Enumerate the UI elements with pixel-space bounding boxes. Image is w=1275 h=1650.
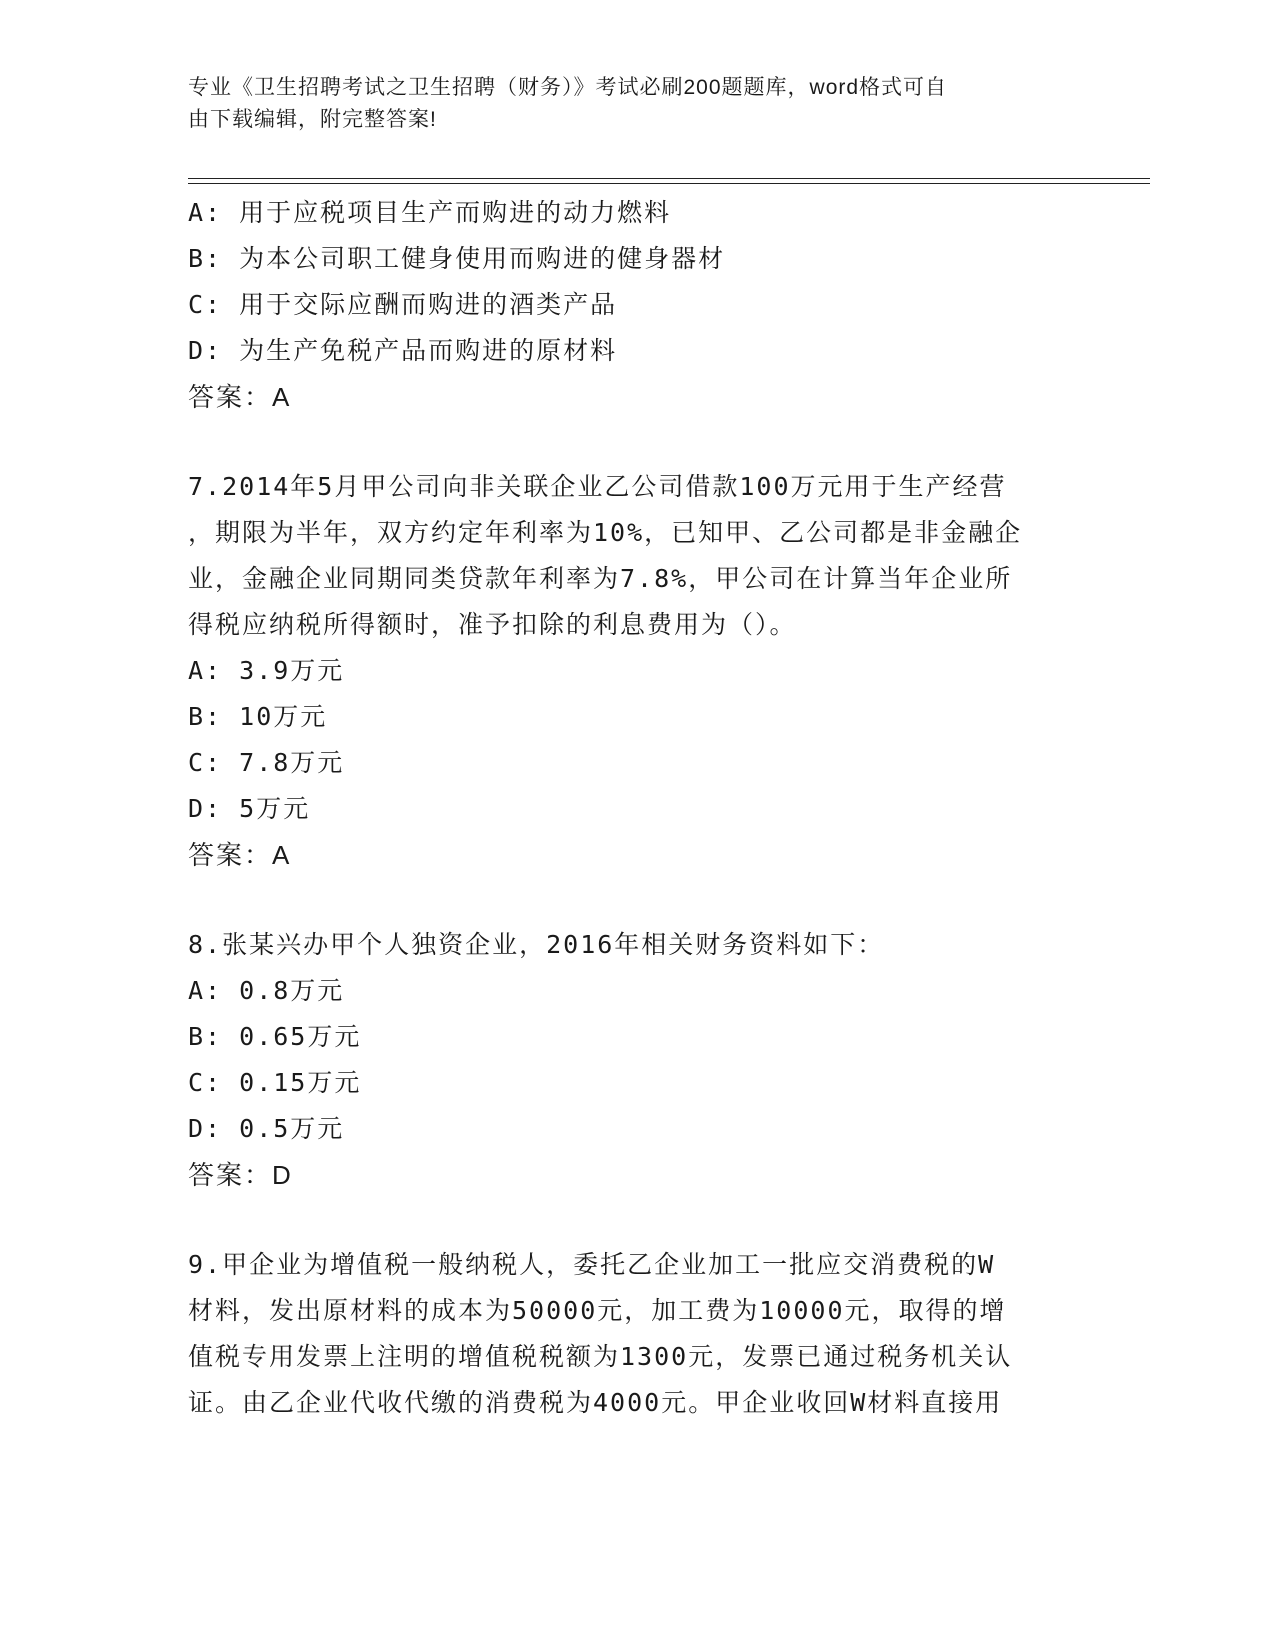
spacer (188, 420, 1088, 464)
answer: 答案：A (188, 382, 292, 412)
question-text-line: 7.2014年5月甲公司向非关联企业乙公司借款100万元用于生产经营 (188, 472, 1007, 501)
option-d: D: 为生产免税产品而购进的原材料 (188, 336, 618, 365)
question-text (188, 1242, 1088, 1426)
option-c: C: 0.15万元 (188, 1068, 362, 1097)
question-6 (188, 190, 1088, 420)
answer: 答案：D (188, 1160, 293, 1190)
question-text-line: 证。由乙企业代收代缴的消费税为4000元。甲企业收回W材料直接用 (188, 1388, 1003, 1417)
question-text-line: 业，金融企业同期同类贷款年利率为7.8%，甲公司在计算当年企业所 (188, 564, 1013, 593)
question-text-line: 材料，发出原材料的成本为50000元，加工费为10000元，取得的增 (188, 1296, 1007, 1325)
option-d: D: 5万元 (188, 794, 311, 823)
question-list (188, 190, 1088, 1426)
option-b: B: 为本公司职工健身使用而购进的健身器材 (188, 244, 726, 273)
option-b: B: 10万元 (188, 702, 328, 731)
question-text (188, 464, 1088, 648)
option-b: B: 0.65万元 (188, 1022, 362, 1051)
option-c: C: 用于交际应酬而购进的酒类产品 (188, 290, 618, 319)
option-c: C: 7.8万元 (188, 748, 345, 777)
question-text-line: 得税应纳税所得额时，准予扣除的利息费用为（）。 (188, 610, 797, 639)
question-text-line: 8.张某兴办甲个人独资企业，2016年相关财务资料如下： (188, 930, 885, 959)
header-line-2: 由下载编辑，附完整答案! (188, 108, 437, 131)
option-d: D: 0.5万元 (188, 1114, 345, 1143)
spacer (188, 878, 1088, 922)
question-7 (188, 464, 1088, 878)
option-a: A: 0.8万元 (188, 976, 345, 1005)
question-text-line: ，期限为半年，双方约定年利率为10%，已知甲、乙公司都是非金融企 (188, 518, 1023, 547)
question-text-line: 值税专用发票上注明的增值税税额为1300元，发票已通过税务机关认 (188, 1342, 1013, 1371)
header-divider-top (188, 178, 1150, 179)
header-line-1: 专业《卫生招聘考试之卫生招聘（财务）》考试必刷200题题库，word格式可自 (188, 76, 948, 99)
document-header (188, 72, 1068, 136)
answer: 答案：A (188, 840, 292, 870)
question-text-line: 9.甲企业为增值税一般纳税人，委托乙企业加工一批应交消费税的W (188, 1250, 996, 1279)
question-8 (188, 922, 1088, 1198)
header-divider-bottom (188, 183, 1150, 184)
option-a: A: 3.9万元 (188, 656, 345, 685)
option-a: A: 用于应税项目生产而购进的动力燃料 (188, 198, 672, 227)
question-9 (188, 1242, 1088, 1426)
question-text (188, 922, 1088, 968)
spacer (188, 1198, 1088, 1242)
